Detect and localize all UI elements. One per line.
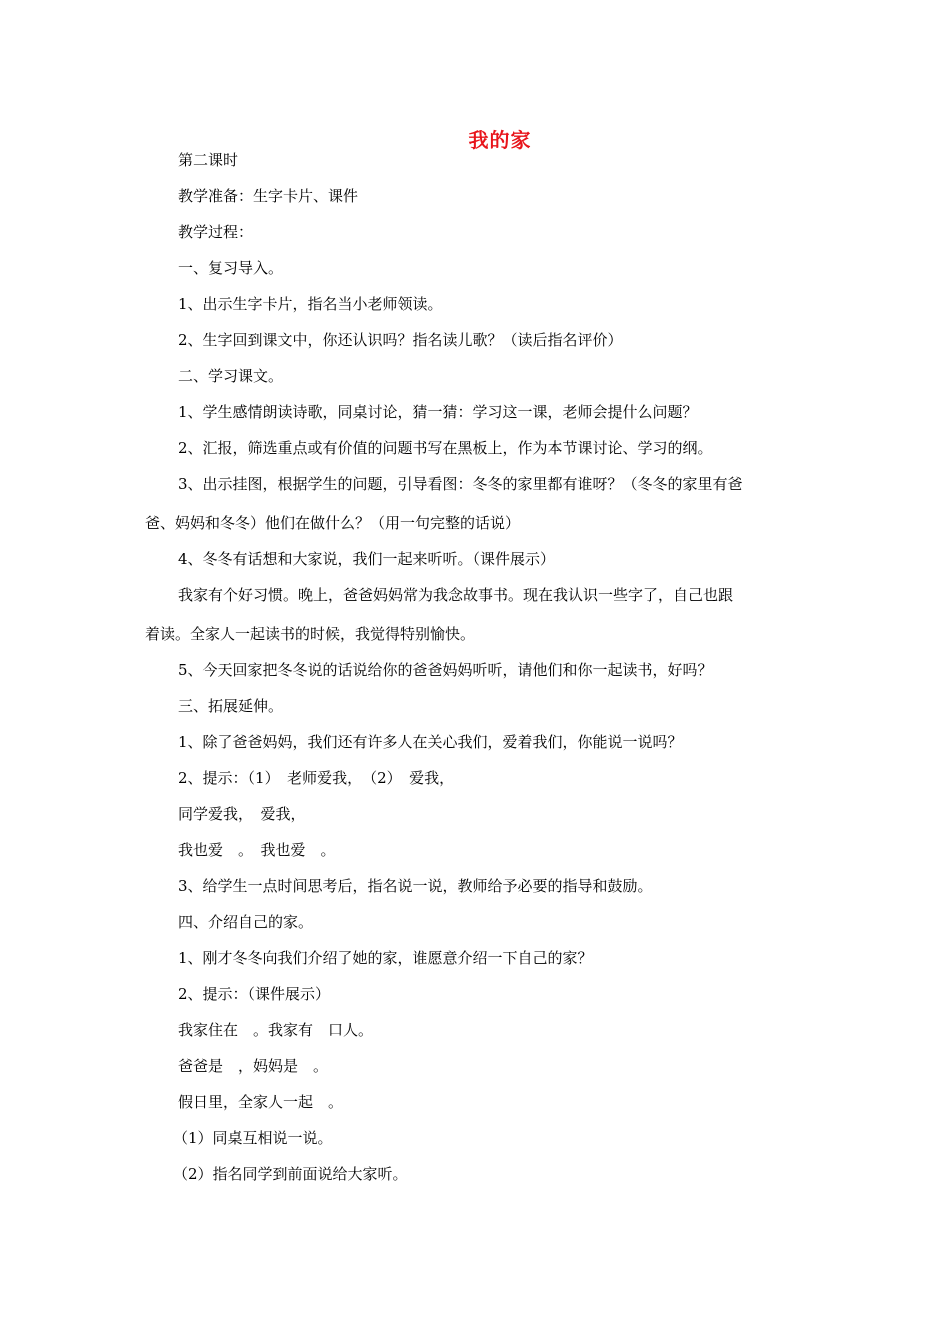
paragraph: 第二课时 — [178, 151, 239, 169]
paragraph-line: 3、出示挂图，根据学生的问题，引导看图：冬冬的家里都有谁呀？（冬冬的家里有爸 — [178, 475, 743, 493]
paragraph: 四、介绍自己的家。 — [178, 913, 314, 931]
paragraph: 二、学习课文。 — [178, 367, 284, 385]
paragraph: 1、出示生字卡片，指名当小老师领读。 — [178, 295, 443, 313]
paragraph: 三、拓展延伸。 — [178, 697, 284, 715]
document-body — [145, 150, 813, 1184]
paragraph: 爸爸是 ，妈妈是 。 — [178, 1057, 329, 1075]
paragraph: 2、生字回到课文中，你还认识吗？指名读儿歌？（读后指名评价） — [178, 331, 623, 349]
paragraph-line: 爸、妈妈和冬冬）他们在做什么？（用一句完整的话说） — [145, 514, 521, 532]
document-title: 我的家 — [468, 128, 532, 152]
paragraph: 我家住在 。我家有 口人。 — [178, 1021, 374, 1039]
paragraph: 2、汇报，筛选重点或有价值的问题书写在黑板上，作为本节课讨论、学习的纲。 — [178, 439, 713, 457]
paragraph: 3、给学生一点时间思考后，指名说一说，教师给予必要的指导和鼓励。 — [178, 877, 653, 895]
paragraph: 1、除了爸爸妈妈，我们还有许多人在关心我们，爱着我们，你能说一说吗？ — [178, 733, 683, 751]
paragraph: 1、学生感情朗读诗歌，同桌讨论，猜一猜：学习这一课，老师会提什么问题？ — [178, 403, 698, 421]
paragraph: 2、提示：（1） 老师爱我， （2） 爱我， — [178, 769, 455, 787]
paragraph: 1、刚才冬冬向我们介绍了她的家，谁愿意介绍一下自己的家？ — [178, 949, 593, 967]
paragraph: 一、复习导入。 — [178, 259, 284, 277]
story-line: 着读。全家人一起读书的时候，我觉得特别愉快。 — [145, 625, 476, 643]
paragraph: （1）同桌互相说一说。 — [173, 1129, 333, 1147]
paragraph: 2、提示：（课件展示） — [178, 985, 331, 1003]
paragraph: 同学爱我， 爱我， — [178, 805, 306, 823]
paragraph: 4、冬冬有话想和大家说，我们一起来听听。（课件展示） — [178, 550, 556, 568]
story-line: 我家有个好习惯。晚上，爸爸妈妈常为我念故事书。现在我认识一些字了，自己也跟 — [178, 586, 734, 604]
paragraph: （2）指名同学到前面说给大家听。 — [173, 1165, 408, 1183]
paragraph: 假日里，全家人一起 。 — [178, 1093, 344, 1111]
paragraph: 教学过程： — [178, 223, 254, 241]
paragraph: 教学准备：生字卡片、课件 — [178, 187, 359, 205]
paragraph: 5、今天回家把冬冬说的话说给你的爸爸妈妈听听，请他们和你一起读书，好吗？ — [178, 661, 713, 679]
paragraph: 我也爱 。 我也爱 。 — [178, 841, 336, 859]
